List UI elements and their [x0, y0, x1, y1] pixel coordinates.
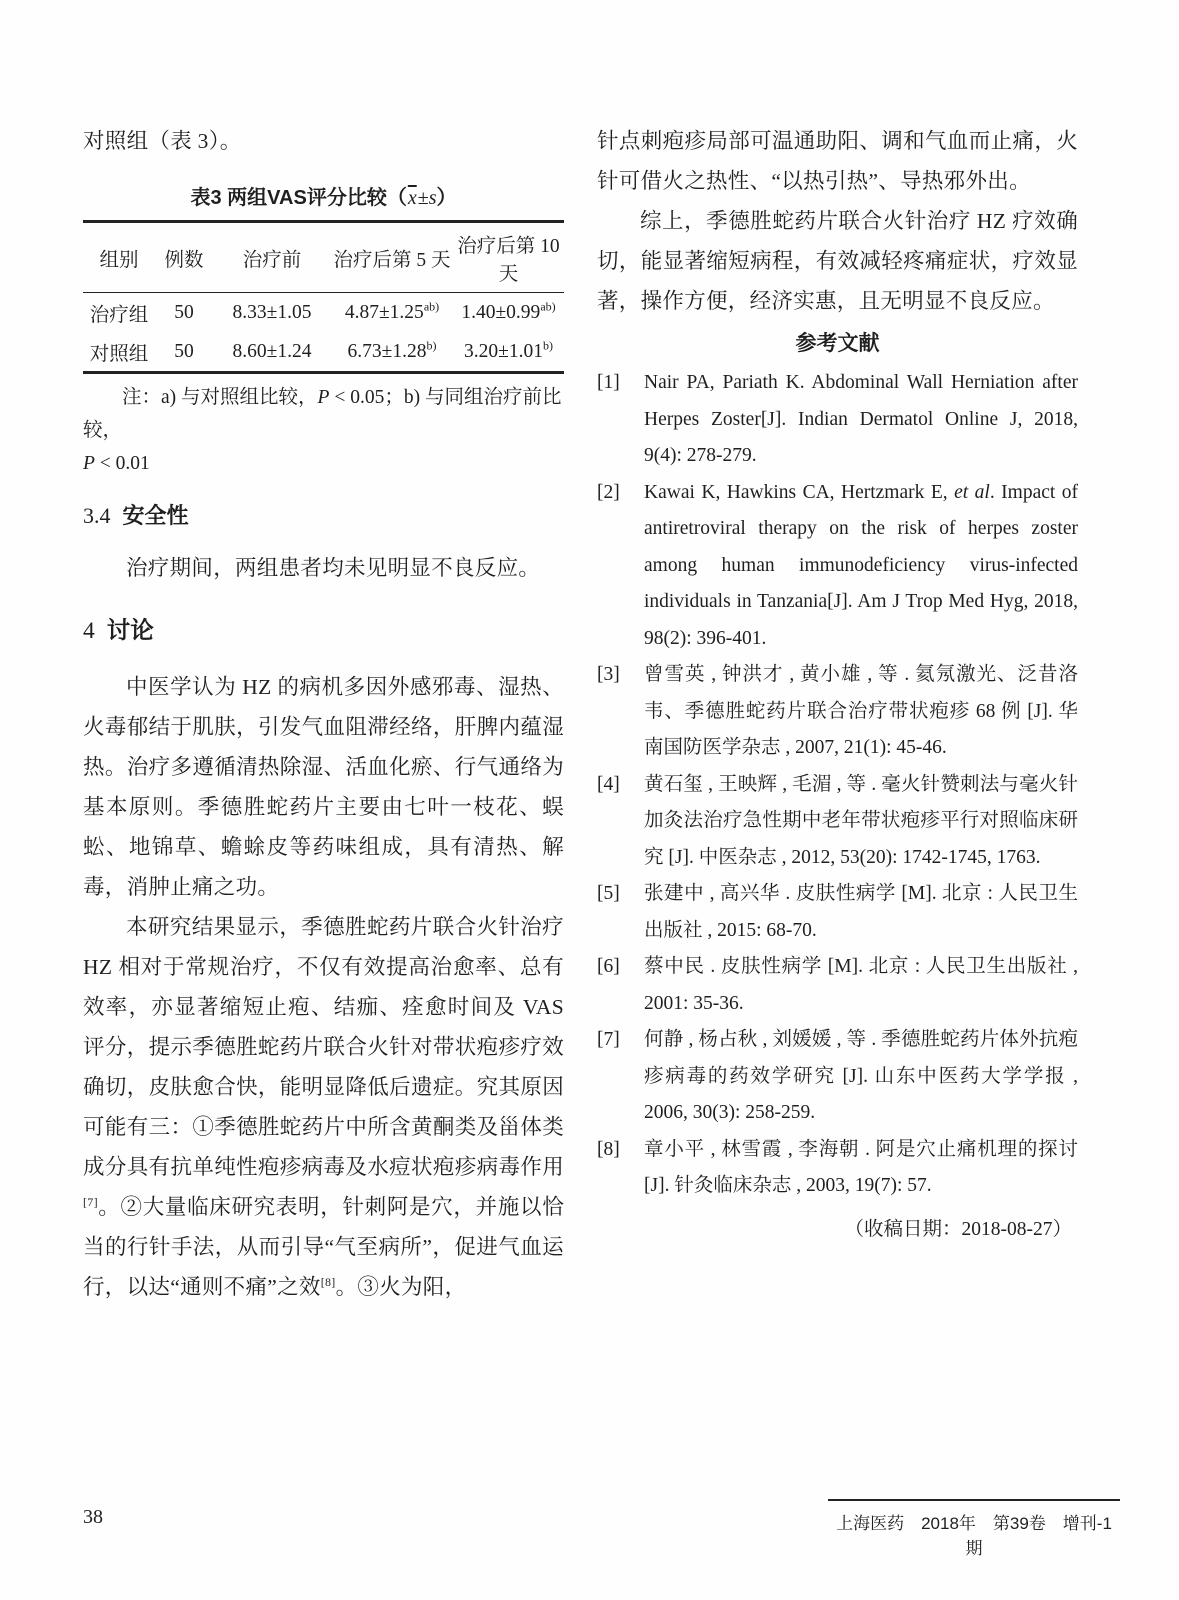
references-list [597, 365, 1078, 1205]
reference-number: [1] [597, 372, 620, 393]
citation-8-sup: [8] [320, 1274, 336, 1289]
reference-text: 张建中 , 高兴华 . 皮肤性病学 [M]. 北京 : 人民卫生出版社 , 2015: 68-70. [644, 883, 1078, 941]
xbar-symbol: $\overline{x}$ [407, 187, 417, 209]
reference-item [597, 949, 1078, 1022]
significance-marker: ab) [423, 299, 440, 314]
reference-number: [3] [597, 664, 620, 685]
p-value-symbol: P [83, 453, 95, 474]
s-symbol: s [428, 187, 437, 209]
discussion-paragraph-2: 本研究结果显示，季德胜蛇药片联合火针治疗 HZ 相对于常规治疗，不仅有效提高治愈率、总有效率，亦显著缩短止疱、结痂、痊愈时间及 VAS 评分，提示季德胜蛇药片联合火针对带状疱疹疗效确切，皮肤愈合快，能明显降低后遗症。究其原因可能有三：①季德胜蛇药片中所含黄酮类及甾体类成分具有抗单纯性疱疹病毒及水痘状疱疹病毒作用[7]。②大量临床研究表明，针刺阿是穴，并施以恰当的行针手法，从而引导“气至病所”，促进气血运行，以达“通则不痛”之效[8]。③火为阳， [83, 915, 564, 1299]
cell-cases: 50 [174, 341, 194, 362]
reference-item [597, 767, 1078, 877]
reference-text: Kawai K, Hawkins CA, Hertzmark E, et al. Impact of antiretroviral therapy on the risk of herpes zoster among human immunodeficiency virus-infected individuals in Tanzania[J]. Am J Trop Med Hyg, 2018, 98(2): 396-401. [644, 481, 1079, 649]
reference-number: [4] [597, 773, 620, 795]
cell-group: 对照组 [89, 344, 149, 365]
reference-item [597, 475, 1078, 658]
references-heading: 参考文献 [795, 332, 880, 355]
significance-marker: b) [426, 338, 437, 353]
vas-score-table [83, 220, 564, 374]
continuation-paragraph: 针点刺疱疹局部可温通助阳、调和气血而止痛，火针可借火之热性、“以热引热”、导热邪外出。 [597, 129, 1078, 193]
table-row-control [83, 332, 564, 373]
significance-marker: ab) [540, 299, 556, 314]
reference-item [597, 1132, 1078, 1205]
section-3-4-paragraph: 治疗期间，两组患者均未见明显不良反应。 [126, 556, 541, 580]
citation-7-sup: [7] [83, 1194, 98, 1209]
col-header-cases: 例数 [155, 222, 213, 293]
col-header-before: 治疗前 [213, 222, 331, 293]
col-header-day10: 治疗后第 10 天 [453, 222, 564, 293]
section-3-4-heading: 3.4 安全性 [83, 503, 189, 528]
p-value-symbol: P [317, 387, 330, 408]
cell-cases: 50 [174, 302, 194, 323]
table3-title-close: ） [436, 187, 457, 209]
received-date: （收稿日期：2018-08-27） [844, 1218, 1072, 1240]
reference-text: Nair PA, Pariath K. Abdominal Wall Herniation after Herpes Zoster[J]. Indian Dermatol Online J, 2018, 9(4): 278-279. [644, 372, 1078, 466]
plus-minus-symbol: ± [417, 187, 429, 209]
reference-item [597, 657, 1078, 767]
reference-text: 章小平 , 林雪霞 , 李海朝 . 阿是穴止痛机理的探讨 [J]. 针灸临床杂志 , 2003, 19(7): 57. [644, 1138, 1078, 1196]
reference-number: [8] [597, 1138, 620, 1160]
section-4-heading: 4 讨论 [83, 617, 154, 644]
col-header-day5: 治疗后第 5 天 [331, 222, 453, 293]
reference-item [597, 1022, 1078, 1132]
table-row-treatment [83, 293, 564, 333]
page-number: 38 [83, 1506, 103, 1528]
left-column [83, 121, 564, 1307]
et-al-italic: et al [954, 481, 990, 503]
reference-text: 曾雪英 , 钟洪才 , 黄小雄 , 等 . 氦氖激光、泛昔洛韦、季德胜蛇药片联合治疗带状疱疹 68 例 [J]. 华南国防医学杂志 , 2007, 21(1): 45-46. [644, 664, 1078, 758]
journal-footer: 上海医药 2018年 第39卷 增刊-1期 [828, 1499, 1120, 1559]
cell-before: 8.60±1.24 [232, 341, 312, 362]
reference-text: 何静 , 杨占秋 , 刘媛媛 , 等 . 季德胜蛇药片体外抗疱疹病毒的药效学研究 [J]. 山东中医药大学学报 , 2006, 30(3): 258-259. [644, 1029, 1078, 1123]
intro-paragraph: 对照组（表 3）。 [83, 129, 242, 153]
cell-day10: $1.40\pm 0.99^{ab)}$ [461, 299, 556, 323]
cell-group: 治疗组 [89, 305, 149, 326]
reference-number: [2] [597, 481, 620, 503]
summary-paragraph: 综上，季德胜蛇药片联合火针治疗 HZ 疗效确切，能显著缩短病程，有效减轻疼痛症状，疗效显著，操作方便，经济实惠，且无明显不良反应。 [597, 209, 1078, 313]
significance-marker: b) [542, 338, 553, 353]
reference-item [597, 876, 1078, 949]
cell-day5: $4.87\pm 1.25^{ab)}$ [344, 299, 440, 323]
table3-title [83, 181, 564, 210]
table-header-row [83, 222, 564, 293]
reference-number: [7] [597, 1029, 620, 1050]
col-header-group: 组别 [83, 222, 155, 293]
reference-text: 蔡中民 . 皮肤性病学 [M]. 北京 : 人民卫生出版社 , 2001: 35-36. [644, 956, 1078, 1014]
reference-number: [5] [597, 883, 620, 904]
discussion-paragraph-1: 中医学认为 HZ 的病机多因外感邪毒、湿热、火毒郁结于肌肤，引发气血阻滞经络，肝脾内蕴湿热。治疗多遵循清热除湿、活血化瘀、行气通络为基本原则。季德胜蛇药片主要由七叶一枝花、蜈蚣、地锦草、蟾蜍皮等药味组成，具有清热、解毒，消肿止痛之功。 [83, 675, 564, 899]
reference-number: [6] [597, 956, 620, 977]
cell-before: 8.33±1.05 [232, 302, 312, 323]
cell-day5: $6.73\pm 1.28^{b)}$ [347, 338, 437, 362]
right-column [597, 121, 1078, 1249]
table3-title-text: 表3 两组VAS评分比较（ [190, 187, 407, 209]
table-note: 注：a) 与对照组比较，P < 0.05；b) 与同组治疗前比较， P < 0.01 [83, 387, 562, 474]
cell-day10: $3.20\pm 1.01^{b)}$ [464, 338, 553, 362]
reference-text: 黄石玺 , 王映辉 , 毛湄 , 等 . 毫火针赞刺法与毫火针加灸法治疗急性期中老年带状疱疹平行对照临床研究 [J]. 中医杂志 , 2012, 53(20): 1742-1745, 1763. [644, 773, 1078, 868]
reference-item [597, 365, 1078, 475]
